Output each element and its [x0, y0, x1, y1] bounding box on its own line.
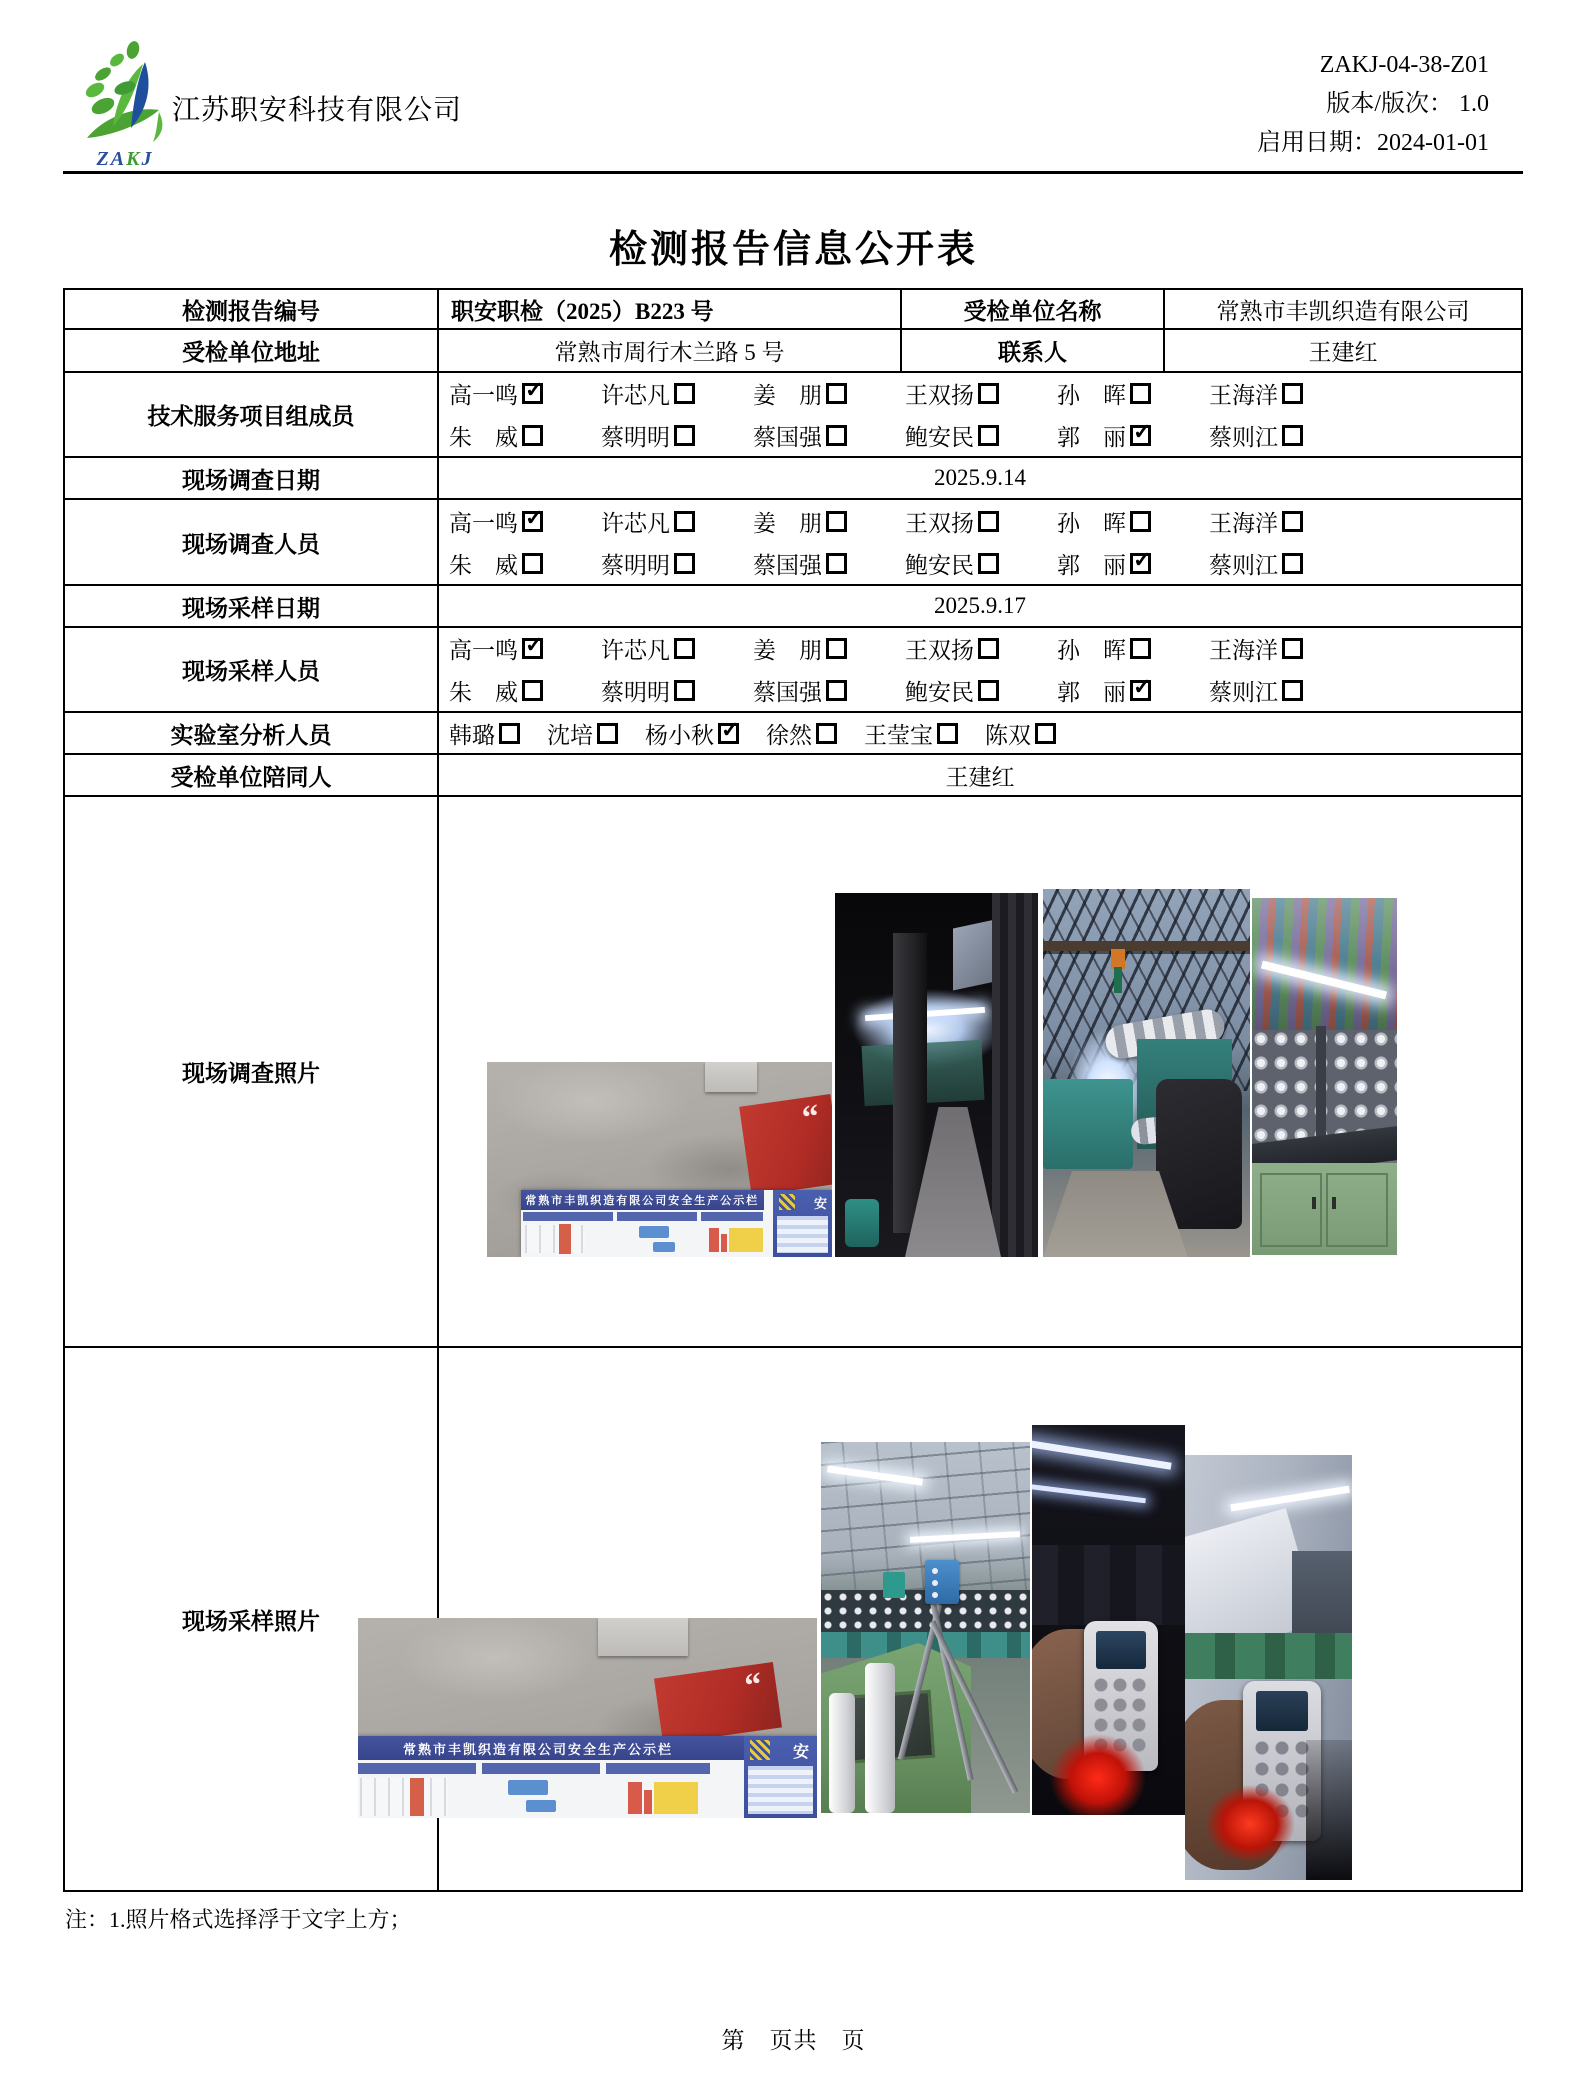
- checkbox-checked[interactable]: [522, 511, 543, 532]
- staff-option: [449, 377, 601, 410]
- sampling-date-label: 现场采样日期: [65, 586, 439, 628]
- staff-option: [1057, 547, 1209, 580]
- staff-name: 姜 朋: [753, 383, 822, 409]
- board-table: [525, 1225, 585, 1253]
- board-subheader: [617, 1212, 697, 1221]
- doc-version-line: [1257, 85, 1489, 124]
- report-no-label: 检测报告编号: [65, 290, 439, 330]
- checkbox-unchecked[interactable]: [978, 511, 999, 532]
- ceiling-light-streak: [1032, 1484, 1146, 1504]
- lab-staff-label: 实验室分析人员: [65, 713, 439, 755]
- safety-notice-board: [358, 1736, 817, 1818]
- staff-name: 杨小秋: [645, 722, 714, 748]
- sampling-staff-line1: [449, 628, 1521, 670]
- board-title: 常熟市丰凯织造有限公司安全生产公示栏: [521, 1190, 764, 1210]
- staff-option: [601, 632, 753, 665]
- checkbox-unchecked[interactable]: [978, 638, 999, 659]
- staff-option: [601, 674, 753, 707]
- staff-option: [449, 547, 601, 580]
- ceiling-light-streak: [1032, 1439, 1172, 1469]
- staff-option: [449, 632, 601, 665]
- checkbox-unchecked[interactable]: [978, 553, 999, 574]
- staff-option: [905, 547, 1057, 580]
- staff-name: 蔡则江: [1209, 679, 1278, 705]
- checkbox-checked[interactable]: [1130, 553, 1151, 574]
- org-addr-value: 常熟市周行木兰路 5 号: [439, 330, 902, 373]
- staff-option: [547, 717, 618, 750]
- date-value: 2024-01-01: [1377, 130, 1489, 156]
- staff-name: 沈培: [547, 722, 593, 748]
- cabinet-handle: [1312, 1197, 1316, 1209]
- checkbox-unchecked[interactable]: [978, 425, 999, 446]
- checkbox-checked[interactable]: [522, 638, 543, 659]
- staff-name: 王双扬: [905, 638, 974, 664]
- checkbox-unchecked[interactable]: [522, 553, 543, 574]
- staff-option: [905, 674, 1057, 707]
- staff-option: [449, 674, 601, 707]
- staff-option: [905, 419, 1057, 452]
- team-members-line2: [449, 415, 1521, 457]
- staff-option: [753, 505, 905, 538]
- logo-k: K: [126, 148, 142, 170]
- staff-option: [601, 377, 753, 410]
- staff-name: 郭 丽: [1057, 552, 1126, 578]
- company-name: 江苏职安科技有限公司: [172, 95, 463, 126]
- staff-option: [753, 674, 905, 707]
- staff-name: 高一鸣: [449, 638, 518, 664]
- checkbox-unchecked[interactable]: [937, 723, 958, 744]
- dark-corner: [1306, 1740, 1352, 1880]
- survey-date-label: 现场调查日期: [65, 458, 439, 500]
- checkbox-unchecked[interactable]: [826, 553, 847, 574]
- checkbox-unchecked[interactable]: [826, 425, 847, 446]
- checkbox-unchecked[interactable]: [1282, 680, 1303, 701]
- staff-name: 高一鸣: [449, 510, 518, 536]
- staff-name: 蔡国强: [753, 424, 822, 450]
- checkbox-unchecked[interactable]: [1282, 638, 1303, 659]
- board-table: [360, 1778, 448, 1816]
- sampling-staff-cell: [439, 628, 1521, 713]
- board-map-yellow: [654, 1782, 698, 1814]
- checkbox-unchecked[interactable]: [674, 383, 695, 404]
- board-subheader: [358, 1763, 476, 1774]
- org-name-value: 常熟市丰凯织造有限公司: [1165, 290, 1521, 330]
- staff-name: 鲍安民: [905, 679, 974, 705]
- staff-name: 朱 威: [449, 424, 518, 450]
- staff-name: 郭 丽: [1057, 424, 1126, 450]
- org-addr-label: 受检单位地址: [65, 330, 439, 373]
- photo-sampling-handheld-meter-dark: [1032, 1425, 1185, 1815]
- checkbox-unchecked[interactable]: [674, 511, 695, 532]
- cabinet-door: [1260, 1173, 1322, 1247]
- checkbox-unchecked[interactable]: [826, 680, 847, 701]
- staff-name: 韩璐: [449, 722, 495, 748]
- meter-screen: [1256, 1691, 1308, 1731]
- staff-option: [985, 717, 1056, 750]
- checkbox-unchecked[interactable]: [522, 425, 543, 446]
- staff-name: 王海洋: [1209, 510, 1278, 536]
- staff-option: [1057, 377, 1209, 410]
- staff-name: 徐然: [766, 722, 812, 748]
- team-members-line1: [449, 373, 1521, 415]
- dark-curtain: [992, 893, 1038, 1257]
- report-no-value: 职安职检（2025）B223 号: [439, 290, 902, 330]
- white-roll: [829, 1693, 855, 1813]
- checkbox-unchecked[interactable]: [674, 680, 695, 701]
- board-map-red: [709, 1228, 719, 1252]
- doc-date-line: [1257, 124, 1489, 163]
- logo-z-a: ZA: [96, 148, 127, 170]
- checkbox-unchecked[interactable]: [674, 553, 695, 574]
- board-map-red: [644, 1790, 652, 1814]
- staff-option: [1209, 419, 1361, 452]
- board-blue-box: [508, 1780, 548, 1795]
- white-roll: [865, 1663, 895, 1813]
- board-orange-bar: [559, 1224, 571, 1254]
- survey-staff-line2: [449, 542, 1521, 584]
- lab-staff-line: [449, 713, 1521, 753]
- date-label: 启用日期：: [1257, 130, 1378, 156]
- checkbox-unchecked[interactable]: [1130, 511, 1151, 532]
- staff-name: 蔡则江: [1209, 424, 1278, 450]
- sampling-staff-line2: [449, 670, 1521, 712]
- checkbox-unchecked[interactable]: [499, 723, 520, 744]
- staff-option: [753, 632, 905, 665]
- staff-name: 许芯凡: [601, 383, 670, 409]
- orange-hoist: [1111, 949, 1125, 969]
- lab-staff-cell: [439, 713, 1521, 755]
- blue-sampler-unit: [925, 1560, 959, 1604]
- board-title: 常熟市丰凯织造有限公司安全生产公示栏: [358, 1736, 758, 1760]
- staff-name: 许芯凡: [601, 638, 670, 664]
- staff-name: 孙 晖: [1057, 383, 1126, 409]
- staff-name: 蔡国强: [753, 679, 822, 705]
- staff-name: 王双扬: [905, 510, 974, 536]
- checkbox-unchecked[interactable]: [1282, 383, 1303, 404]
- photo-sampling-tripod-meter: [821, 1442, 1030, 1813]
- sampling-staff-label: 现场采样人员: [65, 628, 439, 713]
- checkbox-unchecked[interactable]: [1282, 553, 1303, 574]
- teal-bucket: [883, 1572, 905, 1598]
- staff-option: [753, 377, 905, 410]
- staff-option: [753, 419, 905, 452]
- doc-code: ZAKJ-04-38-Z01: [1319, 52, 1489, 78]
- logo-j: J: [141, 148, 154, 170]
- staff-name: 许芯凡: [601, 510, 670, 536]
- red-indicator-glow: [1195, 1776, 1305, 1872]
- checkbox-checked[interactable]: [522, 383, 543, 404]
- staff-name: 陈双: [985, 722, 1031, 748]
- photo-survey-workshop-crane: [1043, 889, 1250, 1257]
- board-blue-box: [639, 1226, 669, 1238]
- staff-option: [1057, 419, 1209, 452]
- board-map-red: [628, 1782, 642, 1814]
- an-character: 安: [813, 1196, 827, 1211]
- cabinet-door: [1326, 1173, 1388, 1247]
- staff-name: 孙 晖: [1057, 638, 1126, 664]
- checkbox-unchecked[interactable]: [1130, 383, 1151, 404]
- checkbox-unchecked[interactable]: [674, 425, 695, 446]
- board-map-red: [721, 1234, 727, 1252]
- checkbox-unchecked[interactable]: [1035, 723, 1056, 744]
- staff-option: [1057, 632, 1209, 665]
- staff-name: 鲍安民: [905, 552, 974, 578]
- staff-name: 蔡明明: [601, 679, 670, 705]
- cabinet-handle: [1332, 1197, 1336, 1209]
- checkbox-unchecked[interactable]: [1282, 425, 1303, 446]
- staff-name: 朱 威: [449, 679, 518, 705]
- board-map-yellow: [729, 1228, 763, 1252]
- teal-bag: [845, 1199, 879, 1247]
- board-blue-box: [526, 1800, 556, 1812]
- fluorescent-tube: [1230, 1486, 1350, 1512]
- checkbox-unchecked[interactable]: [978, 680, 999, 701]
- red-indicator-glow: [1038, 1723, 1158, 1815]
- wall-block: [598, 1618, 688, 1656]
- footnote: 注：1.照片格式选择浮于文字上方；: [65, 1907, 412, 1932]
- checkbox-unchecked[interactable]: [978, 383, 999, 404]
- companion-value: 王建红: [439, 755, 1521, 797]
- staff-option: [645, 717, 739, 750]
- staff-name: 王双扬: [905, 383, 974, 409]
- checkbox-unchecked[interactable]: [1130, 638, 1151, 659]
- survey-staff-label: 现场调查人员: [65, 500, 439, 586]
- survey-staff-line1: [449, 500, 1521, 542]
- an-panel-rows: [748, 1766, 813, 1814]
- staff-option: [449, 419, 601, 452]
- board-blue-box: [653, 1242, 675, 1252]
- checkbox-unchecked[interactable]: [826, 383, 847, 404]
- staff-option: [864, 717, 958, 750]
- staff-name: 蔡明明: [601, 424, 670, 450]
- photo-survey-spool-racks-cabinet: [1252, 898, 1397, 1255]
- dark-machines: [1032, 1545, 1185, 1625]
- checkbox-checked[interactable]: [718, 723, 739, 744]
- staff-option: [601, 505, 753, 538]
- crane-beam: [1043, 941, 1250, 951]
- board-subheader: [606, 1763, 710, 1774]
- org-name-label: 受检单位名称: [902, 290, 1165, 330]
- staff-option: [1209, 377, 1361, 410]
- page-title: 检测报告信息公开表: [608, 229, 978, 271]
- staff-option: [1057, 505, 1209, 538]
- green-loom-band: [1185, 1633, 1352, 1679]
- staff-name: 朱 威: [449, 552, 518, 578]
- staff-name: 姜 朋: [753, 510, 822, 536]
- green-cabinet: [1252, 1163, 1397, 1255]
- staff-option: [601, 547, 753, 580]
- page-number-line: 第 页共 页: [721, 2028, 866, 2053]
- staff-name: 鲍安民: [905, 424, 974, 450]
- staff-name: 王莹宝: [864, 722, 933, 748]
- wall-block: [705, 1062, 757, 1092]
- staff-option: [766, 717, 837, 750]
- board-subheader: [701, 1212, 763, 1221]
- companion-label: 受检单位陪同人: [65, 755, 439, 797]
- checkbox-unchecked[interactable]: [1282, 511, 1303, 532]
- an-panel-rows: [777, 1216, 828, 1253]
- staff-option: [905, 505, 1057, 538]
- staff-option: [449, 717, 520, 750]
- version-label: 版本/版次：: [1326, 91, 1453, 117]
- team-members-cell: [439, 373, 1521, 458]
- contact-value: 王建红: [1165, 330, 1521, 373]
- checkbox-unchecked[interactable]: [826, 511, 847, 532]
- staff-name: 郭 丽: [1057, 679, 1126, 705]
- logo-acronym: [70, 148, 180, 171]
- hazard-stripes: [779, 1194, 795, 1210]
- checkbox-checked[interactable]: [1130, 425, 1151, 446]
- staff-option: [1209, 632, 1361, 665]
- staff-name: 蔡明明: [601, 552, 670, 578]
- red-banner: [654, 1662, 782, 1744]
- photo-survey-dark-corridor: [835, 893, 1038, 1257]
- staff-option: [1209, 505, 1361, 538]
- teal-machine: [1043, 1079, 1133, 1169]
- survey-photos-label: 现场调查照片: [65, 797, 439, 1348]
- staff-name: 王海洋: [1209, 638, 1278, 664]
- checkbox-unchecked[interactable]: [826, 638, 847, 659]
- photo-sampling-floor-safety-board: [358, 1618, 817, 1818]
- staff-option: [905, 377, 1057, 410]
- board-an-panel: [744, 1736, 817, 1818]
- sampling-photos-label: 现场采样照片: [65, 1348, 439, 1890]
- survey-staff-cell: [439, 500, 1521, 586]
- staff-option: [753, 547, 905, 580]
- contact-label: 联系人: [902, 330, 1165, 373]
- doc-control-block: [1257, 46, 1489, 163]
- staff-option: [905, 632, 1057, 665]
- meter-screen: [1096, 1631, 1146, 1669]
- checkbox-unchecked[interactable]: [597, 723, 618, 744]
- board-subheader: [482, 1763, 600, 1774]
- checkbox-unchecked[interactable]: [816, 723, 837, 744]
- staff-name: 高一鸣: [449, 383, 518, 409]
- safety-notice-board: [521, 1190, 832, 1257]
- team-label: 技术服务项目组成员: [65, 373, 439, 458]
- photo-survey-floor-safety-board: [487, 1062, 832, 1257]
- staff-option: [1057, 674, 1209, 707]
- red-banner: [739, 1094, 832, 1196]
- staff-name: 蔡则江: [1209, 552, 1278, 578]
- board-subheader: [523, 1212, 613, 1221]
- board-orange-bar: [410, 1778, 424, 1816]
- staff-name: 蔡国强: [753, 552, 822, 578]
- sampling-date-value: 2025.9.17: [439, 586, 1521, 628]
- checkbox-unchecked[interactable]: [522, 680, 543, 701]
- header-divider: [63, 171, 1523, 174]
- staff-name: 孙 晖: [1057, 510, 1126, 536]
- board-an-panel: [773, 1190, 832, 1257]
- staff-option: [1209, 674, 1361, 707]
- checkbox-unchecked[interactable]: [674, 638, 695, 659]
- staff-option: [449, 505, 601, 538]
- staff-option: [1209, 547, 1361, 580]
- an-character: 安: [792, 1744, 809, 1761]
- staff-name: 王海洋: [1209, 383, 1278, 409]
- survey-date-value: 2025.9.14: [439, 458, 1521, 500]
- checkbox-checked[interactable]: [1130, 680, 1151, 701]
- company-logo: [73, 40, 173, 148]
- photo-sampling-handheld-meter-loom: [1185, 1455, 1352, 1880]
- hazard-stripes: [750, 1740, 770, 1760]
- staff-option: [601, 419, 753, 452]
- staff-name: 姜 朋: [753, 638, 822, 664]
- version-value: 1.0: [1459, 91, 1489, 117]
